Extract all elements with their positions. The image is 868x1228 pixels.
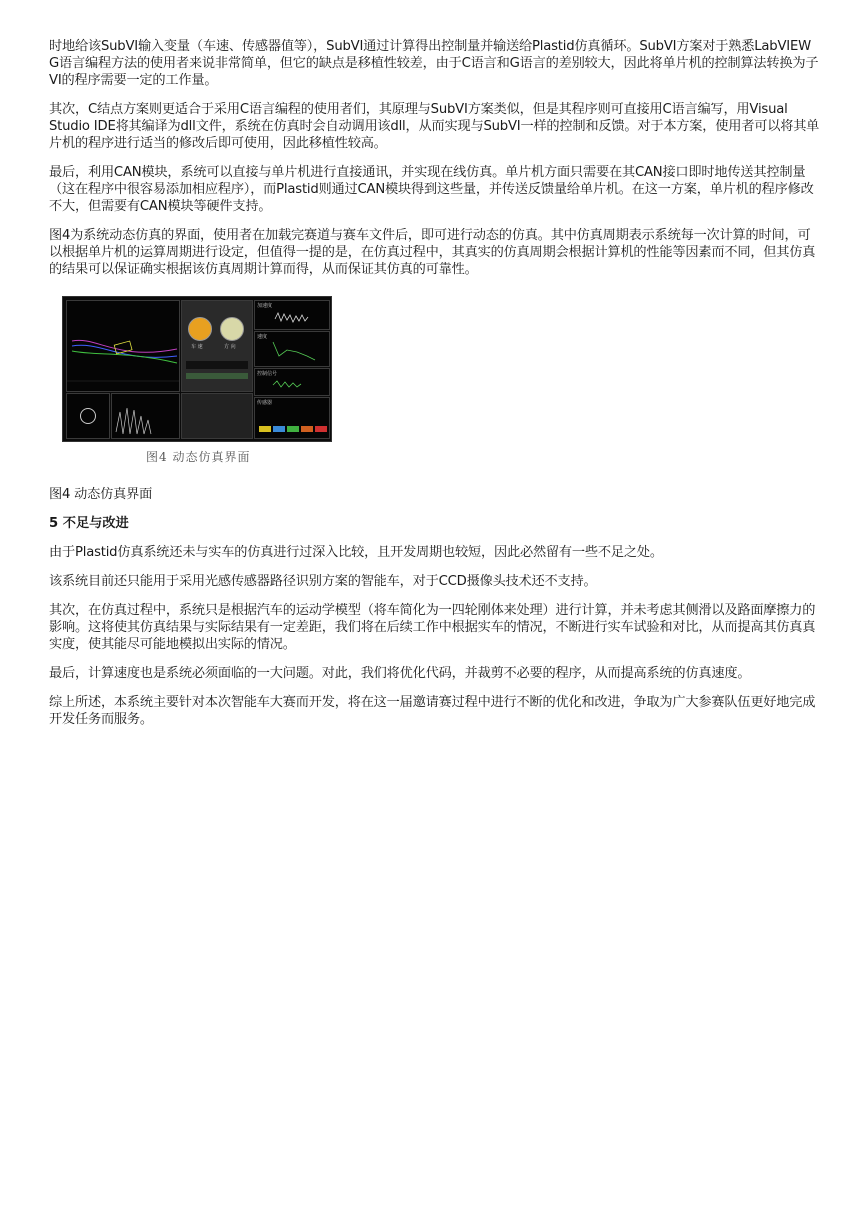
sensor-button-1 bbox=[259, 426, 271, 432]
chart-speed bbox=[254, 331, 330, 367]
sensor-button-3 bbox=[287, 426, 299, 432]
section-heading: 5 不足与改进 bbox=[49, 516, 129, 531]
sensor-label: 传感器 bbox=[257, 400, 273, 406]
dynamic-simulation-screenshot bbox=[62, 296, 332, 442]
chart-speed-label: 速度 bbox=[257, 334, 268, 340]
paragraph-ccd: 该系统目前还只能用于采用光感传感器路径识别方案的智能车，对于CCD摄像头技术还不支持。 bbox=[49, 574, 597, 589]
sensor-panel bbox=[254, 397, 330, 439]
figure-caption: 图4 动态仿真界面 bbox=[49, 487, 153, 502]
chart-control bbox=[254, 368, 330, 396]
direction-label: 方 向 bbox=[224, 344, 236, 350]
article-body bbox=[49, 38, 821, 740]
direction-gauge-icon bbox=[220, 317, 244, 341]
chart-acceleration bbox=[254, 300, 330, 330]
figure-image-caption: 图4 动态仿真界面 bbox=[146, 450, 251, 464]
speed-label: 车 速 bbox=[191, 344, 203, 350]
speed-gauge-icon bbox=[188, 317, 212, 341]
track-curves bbox=[67, 301, 179, 391]
sensor-button-5 bbox=[315, 426, 327, 432]
paragraph-subvi: 时地给该SubVI输入变量（车速、传感器值等），SubVI通过计算得出控制量并输送给Plastid仿真循环。SubVI方案对于熟悉LabVIEW G语言编程方法的使用者来说非常简单，但它的缺点是移植性较差，由于C语言和G语言的差别较大，因此将单片机的控制算法转换为子VI的程序需要一定的工作量。 bbox=[49, 39, 819, 88]
parameter-panel bbox=[181, 393, 253, 439]
paragraph-can: 最后，利用CAN模块，系统可以直接与单片机进行直接通讯，并实现在线仿真。单片机方面只需要在其CAN接口即时地传送其控制量（这在程序中很容易添加相应程序），而Plastid则通过CAN模块得到这些量，并传送反馈量给单片机。在这一方案，单片机的程序修改不大，但需要有CAN模块等硬件支持。 bbox=[49, 165, 814, 214]
sensor-button-4 bbox=[301, 426, 313, 432]
paragraph-limits: 由于Plastid仿真系统还未与实车的仿真进行过深入比较，且开发周期也较短，因此必然留有一些不足之处。 bbox=[49, 545, 663, 560]
paragraph-c-node: 其次，C结点方案则更适合于采用C语言编程的使用者们，其原理与SubVI方案类似，但是其程序则可直接用C语言编写，用Visual Studio IDE将其编译为dll文件，系统在仿真时会自动调用该dll，从而实现与SubVI一样的控制和反馈。对于本方案，使用者可以将其单片机的程序进行适当的修改后即可使用，因此移植性较高。 bbox=[49, 102, 820, 151]
track-view bbox=[66, 300, 180, 392]
circle-view bbox=[66, 393, 110, 439]
circle-icon bbox=[80, 408, 96, 424]
status-bar bbox=[186, 373, 248, 379]
paragraph-summary: 综上所述，本系统主要针对本次智能车大赛而开发，将在这一届邀请赛过程中进行不断的优化和改进，争取为广大参赛队伍更好地完成开发任务而服务。 bbox=[49, 695, 816, 727]
sensor-button-2 bbox=[273, 426, 285, 432]
control-bar bbox=[186, 361, 248, 369]
paragraph-model: 其次，在仿真过程中，系统只是根据汽车的运动学模型（将车简化为一四轮刚体来处理）进行计算，并未考虑其侧滑以及路面摩擦力的影响。这将使其仿真结果与实际结果有一定差距，我们将在后续工作中根据实车的情况，不断进行实车试验和对比，从而提高其仿真真实度，使其能尽可能地模拟出实际的情况。 bbox=[49, 603, 816, 652]
waveform-line bbox=[112, 394, 179, 438]
paragraph-speed: 最后，计算速度也是系统必须面临的一大问题。对此，我们将优化代码，并裁剪不必要的程序，从而提高系统的仿真速度。 bbox=[49, 666, 751, 681]
chart-control-label: 控制信号 bbox=[257, 371, 278, 377]
chart-acceleration-label: 加速度 bbox=[257, 303, 273, 309]
paragraph-fig4-intro: 图4为系统动态仿真的界面，使用者在加载完赛道与赛车文件后，即可进行动态的仿真。其中仿真周期表示系统每一次计算的时间，可以根据单片机的运算周期进行设定，但值得一提的是，在仿真过程中，其真实的仿真周期会根据计算机的性能等因素而不同，但其仿真的结果可以保证确实根据该仿真周期计算而得，从而保证其仿真的可靠性。 bbox=[49, 228, 816, 277]
dashboard-panel bbox=[181, 300, 253, 392]
waveform-view bbox=[111, 393, 180, 439]
